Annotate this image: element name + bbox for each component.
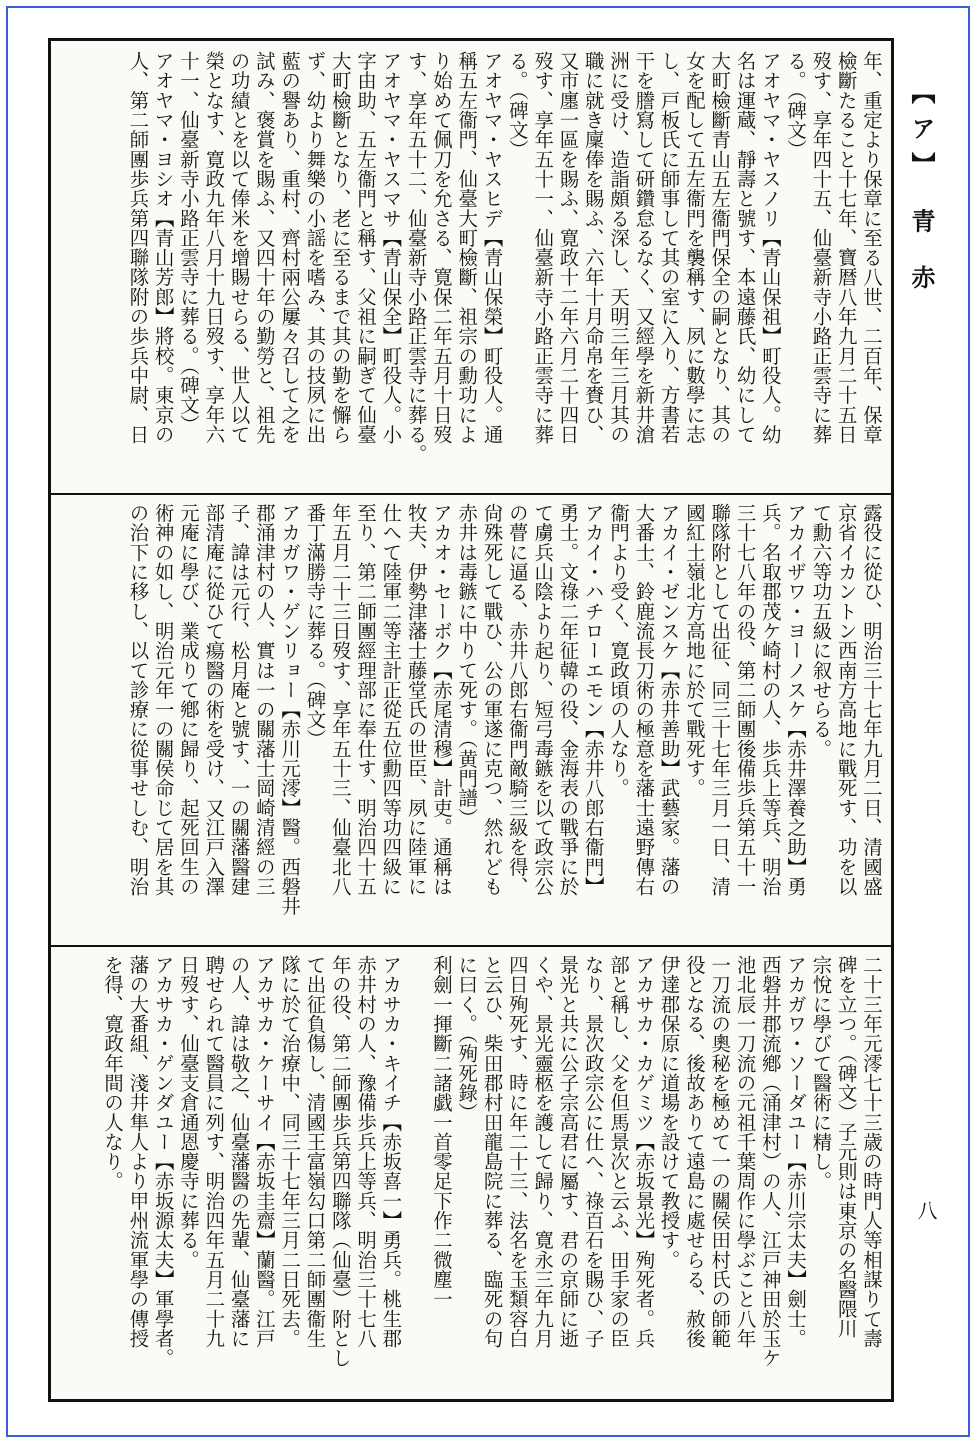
text-column: り始めて佩刀を允さる、寛保二年五月十日歿 [429, 51, 453, 444]
text-column: アカガワ・ソーダユー【赤川宗太夫】劍士。 [784, 955, 808, 1348]
text-column: 露役に從ひ、明治三十七年九月二日、清國盛 [860, 503, 883, 896]
text-column: 京省イカントン西南方高地に戰死す、功を以 [834, 503, 858, 896]
text-column: 衞門より受く、寛政頃の人なり。 [607, 503, 631, 798]
text-column: 伊達郡保原に道場を設けて教授す。 [657, 955, 681, 1270]
text-column: 宗悅に學びて醫術に精し。 [809, 955, 833, 1191]
text-column: 元庵に學び、業成りて鄕に歸り、起死回生の [176, 503, 200, 896]
text-column: 碑を立つ。（碑文）子元則は東京の名醫隈川 [834, 955, 858, 1339]
text-column: 大番士、鈴鹿流長刀術の極意を藩士遠野傳右 [632, 503, 656, 896]
text-column: 榮となす、寛政九年八月十九日歿す、享年六 [202, 51, 226, 444]
text-column: 干を謄寫して研鑽怠るなく、又經學を新井滄 [632, 51, 656, 444]
text-column: の瞢に逼る、赤井八郎右衞門敵騎三級を得、 [505, 503, 529, 896]
text-column: 日歿す、仙臺支倉通恩慶寺に葬る。 [176, 955, 200, 1270]
text-column: 景光と共に公子宗高君に屬す、君の京師に逝 [556, 955, 580, 1348]
text-column: て勳六等功五級に叙せらる。 [809, 503, 833, 759]
text-column: を得、寛政年間の人なり。 [101, 955, 125, 1191]
text-column: る。（碑文） [784, 51, 808, 160]
text-column: アカイザワ・ヨーノスケ【赤井澤養之助】勇 [784, 503, 808, 896]
text-column: 至り、第二師團經理部に奉仕す、明治四十五 [354, 503, 378, 896]
text-column: 大町檢斷青山五左衞門保全の嗣となり、其の [708, 51, 732, 444]
text-column: し、戸板氏に師事して其の室に入り、方書若 [657, 51, 681, 444]
text-band-bottom [63, 955, 883, 1395]
text-column: の人、諱は敬之、仙臺藩醫の先輩、仙臺藩に [227, 955, 251, 1348]
text-column: 藩の大番組、淺井隼人より甲州流軍學の傳授 [126, 955, 150, 1348]
text-column: て虜兵山陰より起り、短弓毒鏃を以て政宗公 [531, 503, 555, 896]
text-column: の治下に移し、以て診療に從事せしむ、明治 [126, 503, 150, 896]
text-column: 勇士。文祿二年征韓の役、金海表の戰爭に於 [556, 503, 580, 896]
text-column: アカイ・ハチローエモン【赤井八郎右衞門】 [581, 503, 605, 896]
text-column: 洲に受け、造詣頗る深し、天明三年三月其の [607, 51, 631, 444]
text-column: 役となる、後故ありて遠島に處せらる、赦後 [682, 955, 706, 1348]
header-title: 【ア】 青 赤 [907, 80, 936, 301]
text-column: 部と稱し、父を但馬景次と云ふ、田手家の臣 [607, 955, 631, 1348]
band-divider [51, 945, 891, 947]
text-column: 池北辰一刀流の元祖千葉周作に學ぶこと八年 [733, 955, 757, 1348]
text-column: す、享年五十二、仙臺新寺小路正雲寺に葬る。 [404, 51, 428, 464]
band-divider [51, 493, 891, 495]
text-column: アカサカ・カゲミツ【赤坂景光】殉死者。兵 [632, 955, 656, 1348]
text-column: 聘せられて醫員に列す、明治四年五月二十九 [202, 955, 226, 1348]
text-column: 歿す、享年五十一、仙臺新寺小路正雲寺に葬 [531, 51, 555, 444]
text-band-top [63, 51, 883, 486]
text-column: 試み、褒賞を賜ふ、又四十年の勤勞と、祖先 [252, 51, 276, 444]
text-column: 術神の如し、明治元年一の關侯命じて居を其 [151, 503, 175, 896]
text-column: て出征負傷し、清國王富嶺勾口第二師團衞生 [303, 955, 327, 1348]
text-column: アカサカ・ゲンダユー【赤坂源太夫】軍學者。 [151, 955, 175, 1368]
text-column: 年、重定より保章に至る八世、二百年、保章 [860, 51, 883, 444]
text-column [403, 955, 427, 1395]
text-column: 赤井は毒鏃に中りて死す。（黄門譜） [455, 503, 479, 828]
text-column: 人、第二師團歩兵第四聯隊附の歩兵中尉、日 [126, 51, 150, 444]
text-column: アオヤマ・ヤスマサ【青山保全】町役人。小 [379, 51, 403, 444]
text-column: 番丁滿勝寺に葬る。（碑文） [303, 503, 327, 749]
text-column: 仕へて陸軍二等主計正從五位勳四等功四級に [379, 503, 403, 896]
text-column: アカサカ・ケーサイ【赤坂圭齋】蘭醫。江戸 [252, 955, 276, 1348]
text-column: 歿す、享年四十五、仙臺新寺小路正雲寺に葬 [809, 51, 833, 444]
text-column: 二十三年元澪七十三歳の時門人等相謀りて壽 [860, 955, 883, 1348]
text-column: 尙殊死して戰ひ、公の軍遂に克つ、然れども [480, 503, 504, 896]
text-column: くや、景光靈柩を護して歸り、寛永三年九月 [531, 955, 555, 1348]
text-column: 檢斷たること十七年、寶暦八年九月二十五日 [834, 51, 858, 444]
text-column: アカガワ・ゲンリョー【赤川元澪】醫。西磐井 [278, 503, 302, 916]
text-column: 十一、仙臺新寺小路正雲寺に葬る。（碑文） [176, 51, 200, 435]
text-column: に曰く。（殉死錄） [455, 955, 479, 1123]
text-column: アオヤマ・ヤスヒデ【青山保榮】町役人。通 [480, 51, 504, 444]
text-column: 赤井村の人、豫備歩兵上等兵、明治三十七八 [354, 955, 378, 1348]
text-column: 大町檢斷となり、老に至るまで其の勤を懈ら [328, 51, 352, 444]
text-column: アオヤマ・ヤスノリ【青山保祖】町役人。幼 [758, 51, 782, 444]
text-column: 利劍一揮斷二諸戯一首零足下作二微塵一 [429, 955, 453, 1309]
text-column: の功績とを以て俸米を增賜せらる、世人以て [227, 51, 251, 444]
text-column: 西磐井郡流鄕（涌津村）の人、江戸神田於玉ケ [758, 955, 782, 1368]
text-column: 牧夫、伊勢津藩士藤堂氏の世臣、夙に陸軍に [404, 503, 428, 896]
text-column: 四日殉死す、時に年二十三、法名を玉類容白 [505, 955, 529, 1348]
text-column: 子、諱は元行、松月庵と號す、一の關藩醫建 [227, 503, 251, 896]
text-column: 郡涌津村の人、實は一の關藩士岡崎清經の三 [252, 503, 276, 896]
text-column: 一刀流の奧秘を極めて一の關侯田村氏の師範 [708, 955, 732, 1348]
text-column: 兵。名取郡茂ケ崎村の人、歩兵上等兵、明治 [758, 503, 782, 896]
text-column: 又市廛一區を賜ふ、寛政十二年六月二十四日 [556, 51, 580, 444]
text-column: 藍の譽あり、重村、齊村兩公屢々召して之を [278, 51, 302, 444]
text-column: 聯隊附として出征、同三十七年三月一日、清 [708, 503, 732, 896]
text-column: アオヤマ・ヨシオ【青山芳郎】將校。東京の [151, 51, 175, 444]
text-column: 字由助、五左衞門と稱す、父祖に嗣ぎて仙臺 [354, 51, 378, 444]
text-column: 國紅土嶺北方高地に於て戰死す。 [682, 503, 706, 798]
text-column: アカオ・セーボク【赤尾清穆】計吏。通稱は [429, 503, 453, 896]
text-column: 名は運蔵、靜壽と號す、本遠藤氏、幼にして [733, 51, 757, 444]
text-column: なり、景次政宗公に仕へ、祿百石を賜ひ、子 [581, 955, 605, 1348]
text-column: ず、幼より舞樂の小謡を嗜み、其の技夙に出 [303, 51, 327, 444]
text-column: 職に就き廩俸を賜ふ、六年十月命帛を賚ひ、 [581, 51, 605, 444]
text-column: 三十七八年の役、第二師團後備歩兵第五十一 [733, 503, 757, 896]
text-column: アカイ・ゼンスケ【赤井善助】武藝家。藩の [657, 503, 681, 896]
text-column: 女を配して五左衞門を襲稱す、夙に數學に志 [682, 51, 706, 444]
text-column: アカサカ・キイチ【赤坂喜一】勇兵。桃生郡 [379, 955, 403, 1348]
text-column: 隊に於て治療中、同三十七年三月二日死去。 [278, 955, 302, 1348]
text-column: 年五月二十三日歿す、享年五十三、仙臺北八 [328, 503, 352, 896]
text-band-middle [63, 503, 883, 938]
text-column: 部清庵に從ひて瘍醫の術を受け、又江戸入澤 [202, 503, 226, 896]
text-column: 稱五左衞門、仙臺大町檢斷、祖宗の勳功によ [455, 51, 479, 444]
text-frame [48, 38, 894, 1402]
text-column: と云ひ、柴田郡村田龍島院に葬る、臨死の句 [480, 955, 504, 1348]
text-column: る。（碑文） [505, 51, 529, 160]
text-column: 年の役、第二師團歩兵第四聯隊（仙臺）附とし [328, 955, 352, 1368]
page-number: 八 [914, 1200, 938, 1220]
